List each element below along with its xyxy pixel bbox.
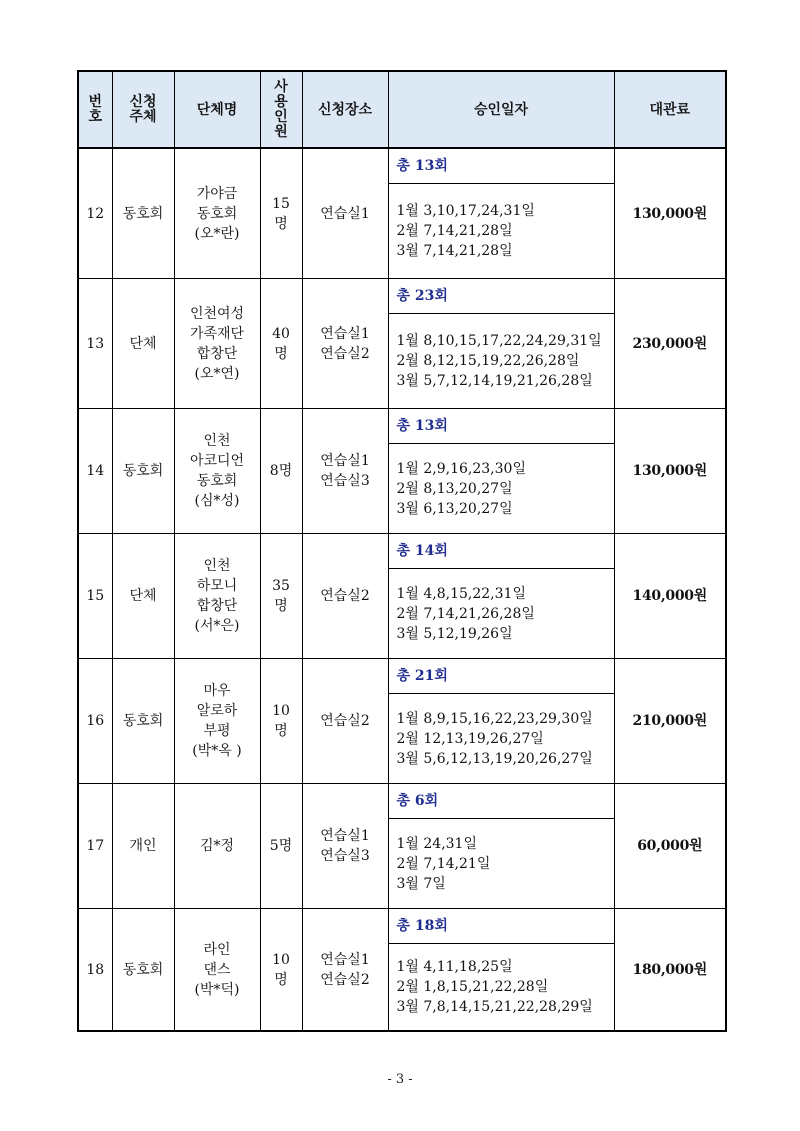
table-row: [78, 784, 726, 819]
cell-place: 연습실2: [302, 534, 388, 659]
cell-no: 17: [78, 784, 112, 909]
header-place: 신청장소: [302, 71, 388, 148]
cell-place: 연습실1 연습실2: [302, 909, 388, 1032]
cell-type: 동호회: [112, 409, 174, 534]
cell-fee: 130,000원: [614, 409, 726, 534]
header-type: 신청 주체: [112, 71, 174, 148]
cell-people: 8명: [260, 409, 302, 534]
cell-type: 단체: [112, 534, 174, 659]
cell-group: 인천 하모니 합창단 (서*은): [174, 534, 260, 659]
cell-total: 총 21회: [388, 659, 614, 694]
cell-no: 18: [78, 909, 112, 1032]
cell-no: 14: [78, 409, 112, 534]
cell-people: 5명: [260, 784, 302, 909]
cell-people: 40 명: [260, 279, 302, 409]
cell-group: 라인 댄스 (박*덕): [174, 909, 260, 1032]
cell-total: 총 13회: [388, 148, 614, 184]
cell-type: 동호회: [112, 148, 174, 279]
rental-approval-table: [77, 70, 727, 1032]
header-no: 번 호: [78, 71, 112, 148]
cell-dates: 1월 8,10,15,17,22,24,29,31일 2월 8,12,15,19,22,26,28일 3월 5,7,12,14,19,21,26,28일: [388, 314, 614, 409]
cell-total: 총 14회: [388, 534, 614, 569]
cell-place: 연습실1 연습실3: [302, 409, 388, 534]
cell-people: 10 명: [260, 909, 302, 1032]
cell-fee: 230,000원: [614, 279, 726, 409]
cell-total: 총 23회: [388, 279, 614, 314]
cell-place: 연습실1 연습실2: [302, 279, 388, 409]
cell-place: 연습실1: [302, 148, 388, 279]
cell-group: 가야금 동호회 (오*란): [174, 148, 260, 279]
cell-group: 마우 알로하 부평 (박*옥 ): [174, 659, 260, 784]
header-fee: 대관료: [614, 71, 726, 148]
cell-type: 단체: [112, 279, 174, 409]
cell-group: 김*정: [174, 784, 260, 909]
cell-type: 동호회: [112, 909, 174, 1032]
table-row: [78, 148, 726, 184]
cell-place: 연습실2: [302, 659, 388, 784]
cell-dates: 1월 4,11,18,25일 2월 1,8,15,21,22,28일 3월 7,8,14,15,21,22,28,29일: [388, 944, 614, 1032]
table-header-row: [78, 71, 726, 148]
header-dates: 승인일자: [388, 71, 614, 148]
cell-dates: 1월 2,9,16,23,30일 2월 8,13,20,27일 3월 6,13,20,27일: [388, 444, 614, 534]
cell-dates: 1월 4,8,15,22,31일 2월 7,14,21,26,28일 3월 5,12,19,26일: [388, 569, 614, 659]
cell-fee: 130,000원: [614, 148, 726, 279]
cell-type: 동호회: [112, 659, 174, 784]
cell-fee: 60,000원: [614, 784, 726, 909]
cell-dates: 1월 24,31일 2월 7,14,21일 3월 7일: [388, 819, 614, 909]
cell-no: 15: [78, 534, 112, 659]
cell-fee: 140,000원: [614, 534, 726, 659]
table-row: [78, 409, 726, 444]
cell-group: 인천여성 가족재단 합창단 (오*연): [174, 279, 260, 409]
cell-no: 12: [78, 148, 112, 279]
cell-no: 16: [78, 659, 112, 784]
cell-people: 35 명: [260, 534, 302, 659]
header-group: 단체명: [174, 71, 260, 148]
table-row: [78, 659, 726, 694]
cell-no: 13: [78, 279, 112, 409]
table-row: [78, 534, 726, 569]
cell-group: 인천 아코디언 동호회 (심*성): [174, 409, 260, 534]
cell-dates: 1월 3,10,17,24,31일 2월 7,14,21,28일 3월 7,14,21,28일: [388, 184, 614, 279]
header-people: 사 용 인 원: [260, 71, 302, 148]
table-row: [78, 909, 726, 944]
cell-total: 총 13회: [388, 409, 614, 444]
cell-place: 연습실1 연습실3: [302, 784, 388, 909]
cell-fee: 180,000원: [614, 909, 726, 1032]
table-row: [78, 279, 726, 314]
cell-type: 개인: [112, 784, 174, 909]
cell-total: 총 6회: [388, 784, 614, 819]
page-number: - 3 -: [387, 1072, 413, 1087]
cell-total: 총 18회: [388, 909, 614, 944]
cell-people: 10 명: [260, 659, 302, 784]
cell-fee: 210,000원: [614, 659, 726, 784]
cell-dates: 1월 8,9,15,16,22,23,29,30일 2월 12,13,19,26,27일 3월 5,6,12,13,19,20,26,27일: [388, 694, 614, 784]
cell-people: 15 명: [260, 148, 302, 279]
